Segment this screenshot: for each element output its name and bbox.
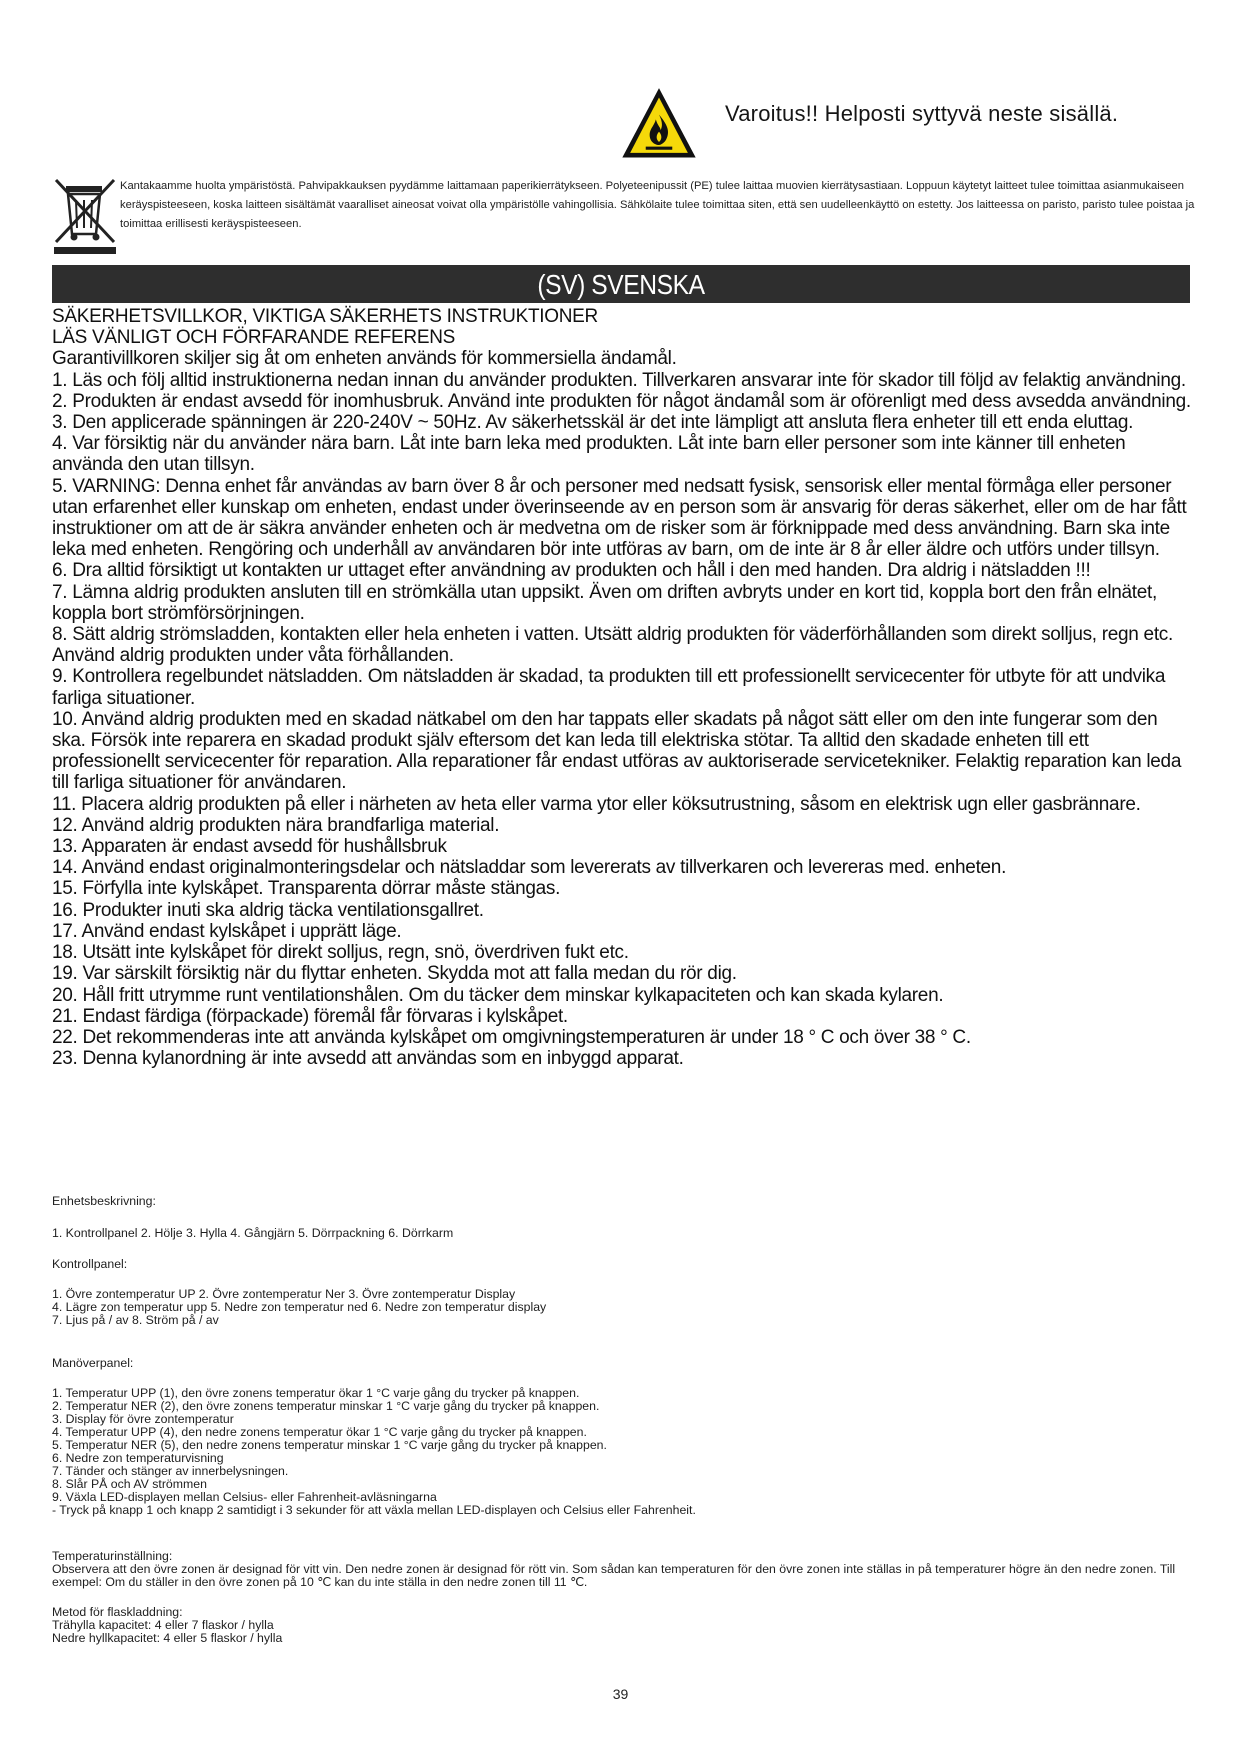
operation-panel-line: 7. Tänder och stänger av innerbelysningen. (52, 1464, 289, 1478)
flammable-warning-icon (620, 85, 698, 163)
control-panel-line: 1. Övre zontemperatur UP 2. Övre zontemperatur Ner 3. Övre zontemperatur Display (52, 1287, 516, 1301)
control-panel-list (52, 1288, 1152, 1327)
operation-panel-title: Manöverpanel: (52, 1356, 134, 1370)
safety-item: 10. Använd aldrig produkten med en skadad nätkabel om den har tappats eller skadats på något sätt eller om den inte fungerar som den ska. Försök inte reparera en skadad produkt själv eftersom det kan leda till elektriska stötar. Ta alltid den skadade enheten till ett professionellt servicecenter för reparation. Alla reparationer får endast utföras av auktoriserade servicetekniker. Felaktig reparation kan leda till farliga situationer för användaren. (52, 708, 1182, 794)
safety-instructions (52, 306, 1192, 1069)
bottle-loading-title: Metod för flaskladdning: (52, 1605, 183, 1619)
safety-item: 20. Håll fritt utrymme runt ventilationshålen. Om du täcker dem minskar kylkapaciteten och kan skada kylaren. (52, 984, 944, 1006)
operation-panel-line: 3. Display för övre zontemperatur (52, 1412, 234, 1426)
temperature-setting-title: Temperaturinställning: (52, 1549, 173, 1563)
safety-item: 7. Lämna aldrig produkten ansluten till en strömkälla utan uppsikt. Även om driften avbryts under en kort tid, koppla bort den från elnätet, koppla bort strömförsörjningen. (52, 581, 1157, 624)
unit-description-text: 1. Kontrollpanel 2. Hölje 3. Hylla 4. Gångjärn 5. Dörrpackning 6. Dörrkarm (52, 1226, 454, 1240)
safety-item: 8. Sätt aldrig strömsladden, kontakten eller hela enheten i vatten. Utsätt aldrig produkten för väderförhållanden som direkt solljus, regn etc. Använd aldrig produkten under våta förhållanden. (52, 624, 1173, 667)
operation-panel-line: 9. Växla LED-displayen mellan Celsius- eller Fahrenheit-avläsningarna (52, 1490, 437, 1504)
recycle-notice-text: Kantakaamme huolta ympäristöstä. Pahvipakkauksen pyydämme laittamaan paperikierrätykseen. Polyeteenipussit (PE) tulee laittaa muovien kierrätysastiaan. Loppuun käytetyt laitteet tulee toimittaa asianmukaiseen keräyspisteeseen, koska laitteen sisältämät vaaralliset aineosat voivat olla ympäristölle vahingollisia. Sähkölaite tulee toimittaa siten, että sen uudelleenkäyttö on estetty. Jos laitteessa on paristo, paristo tulee poistaa ja toimittaa erillisesti keräyspisteeseen. (120, 180, 1195, 230)
safety-intro: Garantivillkoren skiljer sig åt om enheten används för kommersiella ändamål. (52, 348, 677, 370)
safety-item: 21. Endast färdiga (förpackade) föremål får förvaras i kylskåpet. (52, 1005, 568, 1027)
safety-heading: SÄKERHETSVILLKOR, VIKTIGA SÄKERHETS INSTRUKTIONER (52, 306, 598, 327)
safety-item: 4. Var försiktig när du använder nära barn. Låt inte barn leka med produkten. Låt inte barn eller personer som inte känner till enheten använda den utan tillsyn. (52, 433, 1126, 476)
operation-panel-line: 5. Temperatur NER (5), den nedre zonens temperatur minskar 1 °C varje gång du trycker på knappen. (52, 1438, 607, 1452)
safety-item: 12. Använd aldrig produkten nära brandfarliga material. (52, 814, 500, 836)
control-panel-title: Kontrollpanel: (52, 1257, 128, 1271)
safety-item: 22. Det rekommenderas inte att använda kylskåpet om omgivningstemperaturen är under 18 ° C och över 38 ° C. (52, 1026, 971, 1048)
safety-item: 18. Utsätt inte kylskåpet för direkt solljus, regn, snö, överdriven fukt etc. (52, 942, 629, 964)
operation-panel-line: 4. Temperatur UPP (4), den nedre zonens temperatur ökar 1 °C varje gång du trycker på knappen. (52, 1425, 587, 1439)
bottle-loading-line: Trähylla kapacitet: 4 eller 7 flaskor / hylla (52, 1618, 274, 1632)
control-panel-line: 7. Ljus på / av 8. Ström på / av (52, 1313, 219, 1327)
operation-panel-line: 1. Temperatur UPP (1), den övre zonens temperatur ökar 1 °C varje gång du trycker på knappen. (52, 1386, 580, 1400)
bottle-loading (52, 1606, 1152, 1645)
page-number: 39 (612, 1686, 629, 1702)
unit-description-title: Enhetsbeskrivning: (52, 1194, 156, 1208)
safety-item: 19. Var särskilt försiktig när du flyttar enheten. Skydda mot att falla medan du rör dig. (52, 963, 737, 985)
language-header-bar (52, 265, 1190, 303)
crossed-out-wheelie-bin-icon (52, 176, 118, 256)
warning-text: Varoitus!! Helposti syttyvä neste sisällä. (725, 101, 1119, 126)
temperature-setting-text: Observera att den övre zonen är designad för vitt vin. Den nedre zonen är designad för rött vin. Som sådan kan temperaturen för den övre zonen inte ställas in på temperaturer högre än den nedre zonen. Till exempel: Om du ställer in den övre zonen på 10 ℃ kan du inte ställa in den nedre zonen till 11 ℃. (52, 1562, 1176, 1589)
temperature-setting (52, 1550, 1177, 1589)
control-panel-line: 4. Lägre zon temperatur upp 5. Nedre zon temperatur ned 6. Nedre zon temperatur display (52, 1300, 547, 1314)
operation-panel-line: 6. Nedre zon temperaturvisning (52, 1451, 224, 1465)
safety-subheading: LÄS VÄNLIGT OCH FÖRFARANDE REFERENS (52, 327, 456, 349)
safety-item: 16. Produkter inuti ska aldrig täcka ventilationsgallret. (52, 899, 484, 921)
safety-item: 17. Använd endast kylskåpet i upprätt läge. (52, 920, 402, 942)
safety-item: 1. Läs och följ alltid instruktionerna nedan innan du använder produkten. Tillverkaren ansvarar inte för skador till följd av felaktig användning. (52, 369, 1186, 391)
safety-item: 3. Den applicerade spänningen är 220-240V ~ 50Hz. Av säkerhetsskäl är det inte lämpligt att ansluta flera enheter till ett enda eluttag. (52, 412, 1134, 434)
safety-item: 6. Dra alltid försiktigt ut kontakten ur uttaget efter användning av produkten och håll i den med handen. Dra aldrig i nätsladden !!! (52, 560, 1091, 582)
language-header-title: (SV) SVENSKA (537, 269, 705, 300)
safety-item: 23. Denna kylanordning är inte avsedd att användas som en inbyggd apparat. (52, 1048, 684, 1070)
safety-item: 13. Apparaten är endast avsedd för hushållsbruk (52, 836, 447, 858)
operation-panel-line: 8. Slår PÅ och AV strömmen (52, 1477, 207, 1491)
safety-item: 5. VARNING: Denna enhet får användas av barn över 8 år och personer med nedsatt fysisk, sensorisk eller mental förmåga eller personer utan erfarenhet eller kunskap om enheten, endast under överinseende av en person som är ansvarig för deras säkerhet, eller om de har fått instruktioner om att de är säkra använder enheten och är medvetna om de risker som är förknippade med dess användning. Barn ska inte leka med enheten. Rengöring och underhåll av användaren bör inte utföras av barn, om de inte är 8 år eller äldre och utförs under tillsyn. (52, 475, 1187, 561)
safety-item: 14. Använd endast originalmonteringsdelar och nätsladdar som levererats av tillverkaren och levereras med. enheten. (52, 857, 1007, 879)
safety-item: 15. Förfylla inte kylskåpet. Transparenta dörrar måste stängas. (52, 878, 561, 900)
bottle-loading-line: Nedre hyllkapacitet: 4 eller 5 flaskor / hylla (52, 1631, 283, 1645)
safety-item: 2. Produkten är endast avsedd för inomhusbruk. Använd inte produkten för något ändamål som är oförenligt med dess avsedda användning. (52, 390, 1191, 412)
operation-panel-line: 2. Temperatur NER (2), den övre zonens temperatur minskar 1 °C varje gång du trycker på knappen. (52, 1399, 600, 1413)
operation-panel-line: - Tryck på knapp 1 och knapp 2 samtidigt i 3 sekunder för att växla mellan LED-displayen och Celsius eller Fahrenheit. (52, 1503, 696, 1517)
operation-panel-list (52, 1387, 1152, 1517)
safety-item: 9. Kontrollera regelbundet nätsladden. Om nätsladden är skadad, ta produkten till ett professionellt servicecenter för utbyte för att undvika farliga situationer. (52, 666, 1166, 709)
safety-item: 11. Placera aldrig produkten på eller i närheten av heta eller varma ytor eller köksutrustning, såsom en elektrisk ugn eller gasbrännare. (52, 793, 1141, 815)
